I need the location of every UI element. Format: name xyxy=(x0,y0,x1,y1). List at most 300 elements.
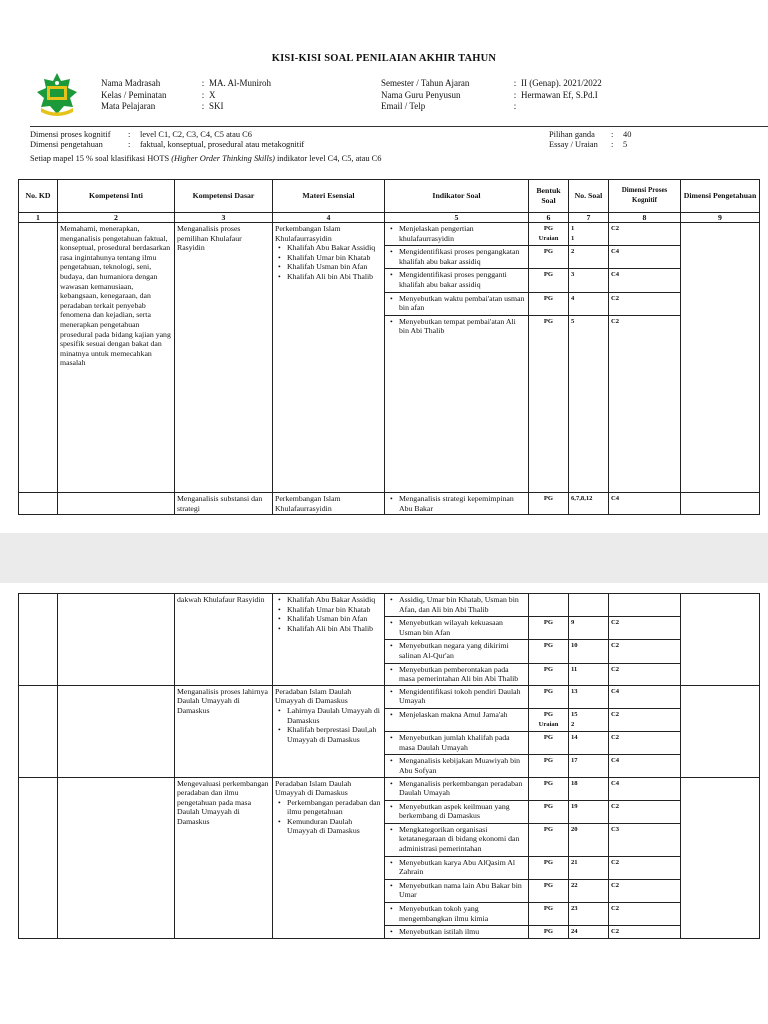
cognitive-level: C4 xyxy=(611,687,620,695)
question-count-value: 5 xyxy=(623,140,628,149)
indicator-list xyxy=(387,247,526,266)
materi-title: Perkembangan Islam Khulafaurrasyidin xyxy=(275,494,341,513)
indicator-item: • Assidiq, Umar bin Khatab, Usman bin Afan, dan Ali bin Abi Thalib xyxy=(387,595,526,614)
indicator-item: • Menganalisis kebijakan Muawiyah bin Abu Sofyan xyxy=(387,756,526,775)
semester-info-row xyxy=(381,90,602,102)
colon: : xyxy=(128,130,131,139)
indicator-part xyxy=(609,857,680,880)
indicator-part xyxy=(569,755,608,776)
indicator-part xyxy=(529,246,568,269)
indicator-list xyxy=(387,294,526,313)
blueprint-table-page-1 xyxy=(18,179,760,515)
colon: : xyxy=(201,78,205,88)
indicator-part xyxy=(385,880,528,903)
indicator-part xyxy=(385,640,528,663)
colon: : xyxy=(611,140,614,149)
indicator-part xyxy=(609,686,680,709)
indicator-part xyxy=(529,755,568,776)
question-type: PG xyxy=(543,802,554,810)
indicator-part xyxy=(385,824,528,857)
question-type: PG xyxy=(543,642,554,650)
indicator-part xyxy=(385,801,528,824)
indicator-part xyxy=(569,880,608,903)
indicator-part xyxy=(529,269,568,292)
question-number: 23 xyxy=(571,905,578,913)
column-header: Materi Esensial xyxy=(273,180,385,213)
column-header: No. KD xyxy=(19,180,58,213)
column-number: 7 xyxy=(569,213,609,223)
ki-cell xyxy=(58,685,175,777)
dimension-value: level C1, C2, C3, C4, C5 atau C6 xyxy=(140,130,252,139)
column-header: Dimensi Pengetahuan xyxy=(681,180,760,213)
indicator-item: • Menyebutkan istilah ilmu xyxy=(387,927,526,937)
indicator-part xyxy=(529,732,568,755)
cell-text xyxy=(385,594,529,686)
question-number: 18 xyxy=(571,779,578,787)
ki-cell xyxy=(58,777,175,938)
kd-number-cell xyxy=(19,493,58,515)
indicator-item: • Menganalisis strategi kepemimpinan Abu Bakar xyxy=(387,494,526,513)
indicator-part xyxy=(609,223,680,246)
indicator-part xyxy=(385,732,528,755)
question-number: 21 xyxy=(571,858,578,866)
hots-emphasis: (Higher Order Thinking Skills) xyxy=(171,154,275,163)
cell-no xyxy=(569,777,609,938)
hots-text: Setiap mapel 15 % soal klasifikasi HOTS xyxy=(30,154,172,163)
cognitive-level: C2 xyxy=(611,905,620,913)
cognitive-level: C4 xyxy=(611,495,620,502)
indicator-list xyxy=(387,710,526,720)
indicator-part xyxy=(609,594,680,617)
question-number: 24 xyxy=(571,928,578,936)
cognitive-level: C2 xyxy=(611,619,620,627)
cognitive-level: C2 xyxy=(611,294,620,302)
cognitive-level: C4 xyxy=(611,271,620,279)
indicator-list xyxy=(387,270,526,289)
semester-info-row xyxy=(381,78,602,90)
cognitive-level: C3 xyxy=(611,825,620,833)
indicator-part xyxy=(569,594,608,617)
semester-info-label: Nama Guru Penyusun xyxy=(381,89,461,100)
column-header: Indikator Soal xyxy=(385,180,529,213)
table-row xyxy=(19,777,760,938)
question-number-2: 1 xyxy=(571,234,575,242)
indicator-part xyxy=(529,493,568,514)
indicator-part xyxy=(529,801,568,824)
question-type: PG xyxy=(543,825,554,833)
document-page-2 xyxy=(0,583,768,1024)
indicator-item: • Mengidentifikasi proses pengganti khalifah abu bakar assidiq xyxy=(387,270,526,289)
knowledge-dimension-cell xyxy=(681,685,760,777)
hots-note xyxy=(30,154,381,163)
question-number: 17 xyxy=(571,757,578,765)
column-number: 2 xyxy=(58,213,175,223)
dimension-row xyxy=(30,130,304,140)
cognitive-level: C2 xyxy=(611,802,620,810)
question-type: PG xyxy=(543,928,554,936)
indicator-part xyxy=(385,269,528,292)
question-number: 4 xyxy=(571,294,575,302)
cell-no xyxy=(569,685,609,777)
colon: : xyxy=(128,140,131,149)
dimension-label: Dimensi proses kognitif xyxy=(30,130,111,139)
school-info-label: Nama Madrasah xyxy=(101,78,161,88)
materi-list xyxy=(275,595,382,633)
materi-item: • Khalifah Abu Bakar Assidiq xyxy=(275,243,382,253)
column-number: 3 xyxy=(175,213,273,223)
materi-item: • Perkembangan peradaban dan ilmu pengetahuan xyxy=(275,798,382,817)
cell-dim xyxy=(609,594,681,686)
kd-cell: dakwah Khulafaur Rasyidin xyxy=(175,594,273,686)
indicator-part xyxy=(609,903,680,926)
indicator-part xyxy=(609,640,680,663)
column-header: Bentuk Soal xyxy=(529,180,569,213)
column-number: 4 xyxy=(273,213,385,223)
semester-info-value: Hermawan Ef, S.Pd.I xyxy=(521,89,598,100)
cognitive-level: C2 xyxy=(611,858,620,866)
cognitive-level: C4 xyxy=(611,779,620,787)
cognitive-level: C2 xyxy=(611,928,620,936)
question-number: 6,7,8,12 xyxy=(571,495,593,502)
colon: : xyxy=(611,130,614,139)
indicator-part xyxy=(569,246,608,269)
question-count-meta xyxy=(549,130,631,150)
table-row xyxy=(19,493,760,515)
semester-info-row xyxy=(381,101,602,113)
colon: : xyxy=(201,101,205,111)
indicator-part xyxy=(529,594,568,617)
question-type: PG xyxy=(543,779,554,787)
indicator-part xyxy=(609,755,680,776)
indicator-part xyxy=(569,269,608,292)
question-number: 9 xyxy=(571,619,575,627)
indicator-part xyxy=(385,903,528,926)
table-row xyxy=(19,685,760,777)
indicator-part xyxy=(529,316,568,337)
materi-item: • Khalifah Usman bin Afan xyxy=(275,262,382,272)
indicator-part xyxy=(385,594,528,617)
question-count-value: 40 xyxy=(623,130,632,139)
question-number: 10 xyxy=(571,642,578,650)
indicator-part xyxy=(569,778,608,801)
indicator-item: • Menyebutkan aspek keilmuan yang berkembang di Damaskus xyxy=(387,802,526,821)
question-number: 5 xyxy=(571,317,575,325)
indicator-list xyxy=(387,317,526,336)
materi-cell xyxy=(273,685,385,777)
indicator-list xyxy=(387,858,526,877)
indicator-part xyxy=(609,269,680,292)
indicator-item: • Mengidentifikasi tokoh pendiri Daulah Umayah xyxy=(387,687,526,706)
question-number: 14 xyxy=(571,734,578,742)
indicator-list xyxy=(387,665,526,684)
cell-text xyxy=(385,223,529,493)
materi-item: • Lahirnya Daulah Umayyah di Damaskus xyxy=(275,706,382,725)
indicator-part xyxy=(569,857,608,880)
cell-bentuk xyxy=(529,777,569,938)
column-header: Dimensi Proses Kognitif xyxy=(609,180,681,213)
question-type: PG xyxy=(543,687,554,695)
column-header: No. Soal xyxy=(569,180,609,213)
ki-cell xyxy=(58,493,175,515)
indicator-part xyxy=(569,223,608,246)
semester-info-label: Semester / Tahun Ajaran xyxy=(381,78,470,88)
question-type: PG xyxy=(543,248,554,256)
indicator-part xyxy=(569,801,608,824)
indicator-item: • Menyebutkan negara yang dikirimi salinan Al-Qur'an xyxy=(387,641,526,660)
materi-item: • Khalifah Umar bin Khatab xyxy=(275,253,382,263)
indicator-part xyxy=(569,903,608,926)
dimension-row xyxy=(30,140,304,150)
indicator-part xyxy=(529,640,568,663)
indicator-item: • Menyebutkan karya Abu AlQasim Al Zahrain xyxy=(387,858,526,877)
indicator-part xyxy=(609,664,680,685)
cell-dim xyxy=(609,685,681,777)
indicator-part xyxy=(529,709,568,732)
indicator-list xyxy=(387,779,526,798)
column-number: 6 xyxy=(529,213,569,223)
question-count-label: Essay / Uraian xyxy=(549,140,598,149)
school-info-row xyxy=(101,101,271,113)
indicator-part xyxy=(609,293,680,316)
indicator-part xyxy=(529,926,568,938)
indicator-part xyxy=(529,857,568,880)
indicator-list xyxy=(387,825,526,854)
indicator-part xyxy=(385,686,528,709)
indicator-part xyxy=(569,293,608,316)
question-type: PG xyxy=(543,734,554,742)
indicator-part xyxy=(609,801,680,824)
question-number: 19 xyxy=(571,802,578,810)
knowledge-dimension-cell xyxy=(681,493,760,515)
indicator-part xyxy=(385,755,528,776)
indicator-item: • Mengidentifikasi proses pengangkatan khalifah abu bakar assidiq xyxy=(387,247,526,266)
indicator-part xyxy=(569,316,608,337)
column-number: 1 xyxy=(19,213,58,223)
question-count-label: Pilihan ganda xyxy=(549,130,595,139)
indicator-part xyxy=(609,880,680,903)
indicator-item: • Menyebutkan tokoh yang mengembangkan ilmu kimia xyxy=(387,904,526,923)
school-info-row xyxy=(101,78,271,90)
cognitive-level: C2 xyxy=(611,665,620,673)
indicator-part xyxy=(529,824,568,857)
question-number: 2 xyxy=(571,248,575,256)
cognitive-level: C2 xyxy=(611,710,620,718)
materi-item: • Khalifah Ali bin Abi Thalib xyxy=(275,272,382,282)
indicator-part xyxy=(569,926,608,938)
indicator-list xyxy=(387,927,526,937)
school-info-value: X xyxy=(209,89,216,100)
question-type: PG xyxy=(543,905,554,913)
question-type: PG xyxy=(543,665,554,673)
kd-number-cell xyxy=(19,223,58,493)
materi-item: • Khalifah Usman bin Afan xyxy=(275,614,382,624)
indicator-part xyxy=(385,709,528,732)
colon: : xyxy=(513,101,517,111)
indicator-part xyxy=(569,732,608,755)
materi-cell xyxy=(273,493,385,515)
indicator-list xyxy=(387,595,526,614)
indicator-part xyxy=(385,778,528,801)
question-count-row xyxy=(549,130,631,140)
indicator-item: • Menganalisis perkembangan peradaban Daulah Umayah xyxy=(387,779,526,798)
indicator-part xyxy=(569,493,608,514)
question-type: PG xyxy=(543,317,554,325)
indicator-part xyxy=(569,824,608,857)
indicator-part xyxy=(385,664,528,685)
indicator-part xyxy=(529,223,568,246)
column-header: Kompetensi Inti xyxy=(58,180,175,213)
question-type: PG xyxy=(543,294,554,302)
materi-cell xyxy=(273,223,385,493)
cell-text xyxy=(385,685,529,777)
question-type: PG xyxy=(543,495,554,502)
indicator-part xyxy=(385,293,528,316)
question-type-2: Uraian xyxy=(538,234,559,242)
header-divider xyxy=(30,126,768,127)
question-type: PG xyxy=(543,619,554,627)
knowledge-dimension-cell xyxy=(681,594,760,686)
indicator-item: • Mengkategorikan organisasi ketatanegaraan di bidang ekonomi dan administrasi pemerintahan xyxy=(387,825,526,854)
indicator-part xyxy=(609,617,680,640)
cell-bentuk xyxy=(529,685,569,777)
indicator-part xyxy=(385,316,528,337)
question-type: PG xyxy=(543,710,554,718)
indicator-part xyxy=(529,880,568,903)
column-number: 8 xyxy=(609,213,681,223)
indicator-part xyxy=(609,493,680,514)
cognitive-level: C2 xyxy=(611,734,620,742)
school-info-label: Mata Pelajaran xyxy=(101,101,156,111)
cell-dim xyxy=(609,493,681,515)
cell-dim xyxy=(609,777,681,938)
colon: : xyxy=(513,78,517,88)
column-header: Kompetensi Dasar xyxy=(175,180,273,213)
indicator-list xyxy=(387,904,526,923)
kd-cell: Menganalisis proses pemilihan Khulafaur Rasyidin xyxy=(175,223,273,493)
indicator-item: • Menyebutkan waktu pembai'atan usman bin afan xyxy=(387,294,526,313)
indicator-part xyxy=(385,493,528,514)
indicator-list xyxy=(387,802,526,821)
question-number: 1 xyxy=(571,225,575,232)
hots-text-end: indikator level C4, C5, atau C6 xyxy=(274,154,382,163)
indicator-list xyxy=(387,641,526,660)
ki-cell: Memahami, menerapkan, menganalisis pengetahuan faktual, konseptual, prosedural berdasarkan rasa ingintahunya tentang ilmu pengetahuan, teknologi, seni, budaya, dan humaniora dengan wawasan kemanusiaan, kebangsaan, kenegaraan, dan peradaban terkait penyebab fenomena dan kejadian, serta menerapkan pengetahuan prosedural pada bidang kajian yang spesifik sesuai dengan bakat dan minatnya untuk memecahkan masalah xyxy=(58,223,175,493)
indicator-item: • Menyebutkan wilayah kekuasaan Usman bin Afan xyxy=(387,618,526,637)
question-number: 15 xyxy=(571,710,578,718)
indicator-part xyxy=(609,778,680,801)
kd-number-cell xyxy=(19,777,58,938)
indicator-list xyxy=(387,494,526,513)
materi-item: • Khalifah berprestasi Daul,ah Umayyah di Damaskus xyxy=(275,725,382,744)
school-info-row xyxy=(101,90,271,102)
indicator-part xyxy=(385,617,528,640)
question-number: 11 xyxy=(571,665,578,673)
table-row xyxy=(19,223,760,493)
indicator-item: • Menyebutkan nama lain Abu Bakar bin Umar xyxy=(387,881,526,900)
indicator-part xyxy=(609,926,680,938)
blueprint-table-page-2 xyxy=(18,593,760,939)
indicator-list xyxy=(387,756,526,775)
cell-text xyxy=(385,493,529,515)
indicator-part xyxy=(529,664,568,685)
question-count-row xyxy=(549,140,631,150)
materi-list xyxy=(275,798,382,836)
cognitive-level: C4 xyxy=(611,248,620,256)
indicator-part xyxy=(569,617,608,640)
indicator-list xyxy=(387,224,526,243)
indicator-part xyxy=(529,293,568,316)
indicator-part xyxy=(385,857,528,880)
semester-info-value: II (Genap). 2021/2022 xyxy=(521,78,602,88)
question-type-2: Uraian xyxy=(538,720,559,728)
kd-number-cell xyxy=(19,594,58,686)
question-number: 13 xyxy=(571,687,578,695)
kd-cell: Menganalisis proses lahirnya Daulah Umayyah di Damaskus xyxy=(175,685,273,777)
materi-list xyxy=(275,243,382,281)
indicator-part xyxy=(569,686,608,709)
indicator-part xyxy=(609,246,680,269)
semester-info-label: Email / Telp xyxy=(381,101,426,111)
materi-item: • Khalifah Abu Bakar Assidiq xyxy=(275,595,382,605)
materi-cell xyxy=(273,777,385,938)
cognitive-level: C4 xyxy=(611,757,620,765)
question-type: PG xyxy=(543,757,554,765)
knowledge-dimension-cell xyxy=(681,223,760,493)
cognitive-level: C2 xyxy=(611,881,620,889)
document-title: KISI-KISI SOAL PENILAIAN AKHIR TAHUN xyxy=(271,53,497,64)
dimension-value: faktual, konseptual, prosedural atau metakognitif xyxy=(140,140,305,149)
school-info-label: Kelas / Peminatan xyxy=(101,89,167,100)
indicator-part xyxy=(569,640,608,663)
indicator-part xyxy=(529,778,568,801)
cell-bentuk xyxy=(529,594,569,686)
materi-item: • Khalifah Ali bin Abi Thalib xyxy=(275,624,382,634)
indicator-part xyxy=(609,824,680,857)
indicator-item: • Menyebutkan pemberontakan pada masa pemerintahan Ali bin Abi Thalib xyxy=(387,665,526,684)
question-number: 22 xyxy=(571,881,578,889)
table-row xyxy=(19,594,760,686)
materi-item: • Khalifah Umar bin Khatab xyxy=(275,605,382,615)
indicator-item: • Menjelaskan pengertian khulafaurrasyidin xyxy=(387,224,526,243)
ki-cell xyxy=(58,594,175,686)
cell-text xyxy=(385,777,529,938)
materi-title: Perkembangan Islam Khulafaurrasyidin xyxy=(275,224,341,243)
indicator-part xyxy=(385,223,528,246)
materi-cell xyxy=(273,594,385,686)
indicator-item: • Menyebutkan jumlah khalifah pada masa Daulah Umayah xyxy=(387,733,526,752)
materi-item: • Kemunduran Daulah Umayyah di Damaskus xyxy=(275,817,382,836)
column-number-row xyxy=(19,213,760,223)
cell-no xyxy=(569,223,609,493)
indicator-item: • Menjelaskan makna Amul Jama'ah xyxy=(387,710,526,720)
indicator-list xyxy=(387,881,526,900)
indicator-part xyxy=(569,709,608,732)
materi-title: Peradaban Islam Daulah Umayyah di Damaskus xyxy=(275,686,352,706)
knowledge-dimension-cell xyxy=(681,777,760,938)
kd-cell: Mengevaluasi perkembangan peradaban dan ilmu pengetahuan pada masa Daulah Umayyah di Damaskus xyxy=(175,777,273,938)
indicator-part xyxy=(385,926,528,938)
question-type: PG xyxy=(543,858,554,866)
kemenag-logo-icon xyxy=(35,72,79,118)
kd-cell: Menganalisis substansi dan strategi xyxy=(175,493,273,515)
question-number-2: 2 xyxy=(571,720,575,728)
column-number: 9 xyxy=(681,213,760,223)
question-type: PG xyxy=(543,271,554,279)
cognitive-level: C2 xyxy=(611,317,620,325)
dimension-meta xyxy=(30,130,304,150)
school-info-value: SKI xyxy=(209,101,224,111)
indicator-part xyxy=(529,686,568,709)
